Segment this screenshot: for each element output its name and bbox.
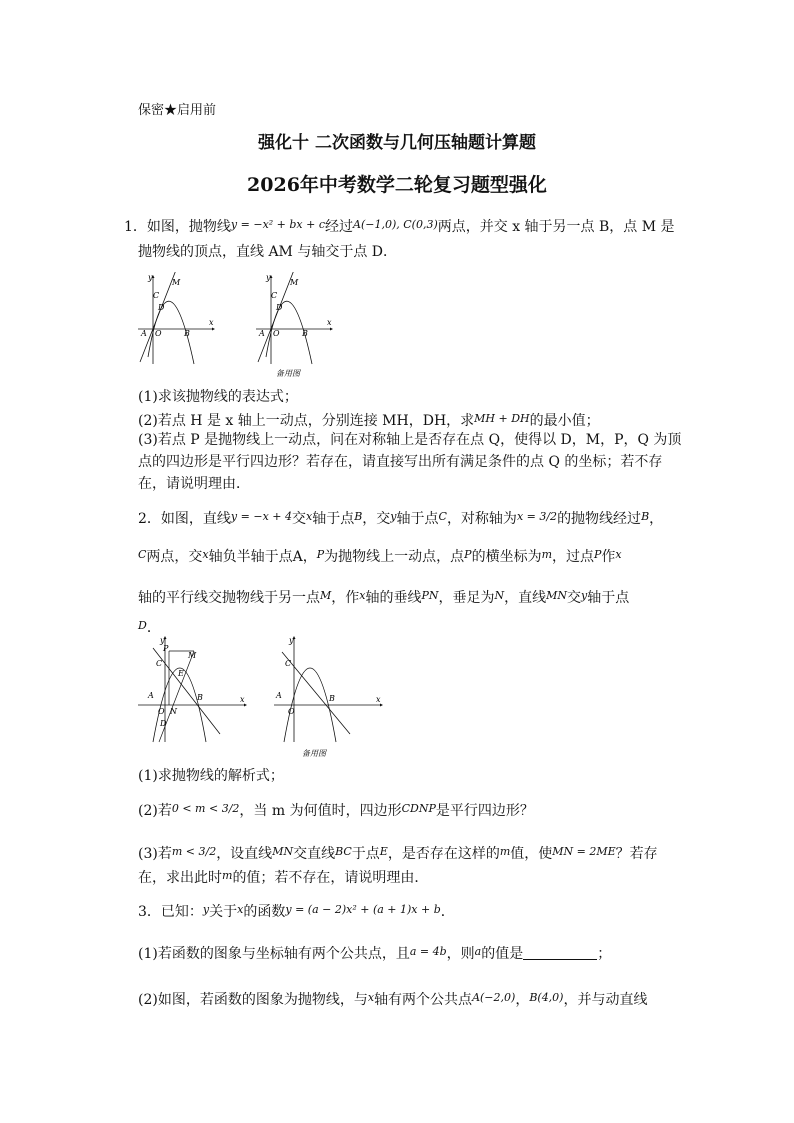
q1-part-3-line-2: 点的四边形是平行四边形？若存在，请直接写出所有满足条件的点 Q 的坐标；若不存 [138, 454, 663, 470]
q2-part-3-line-1: (3)若$^{m < 3/2}$，设直线$^{MN}$交直线$^{BC}$于点$^E$，是否存在这样的$^m$值，使$^{MN = 2ME}$？若存 [138, 845, 658, 862]
svg-text:B: B [197, 693, 203, 702]
svg-text:O: O [158, 707, 165, 716]
svg-text:x: x [376, 695, 381, 704]
q1-part-3-line-1: (3)若点 P 是抛物线上一动点，问在对称轴上是否存在点 Q，使得以 D，M，P，Q 为顶 [138, 432, 682, 448]
q2-figure-main [136, 634, 248, 748]
svg-text:M: M [290, 278, 299, 287]
q1-figure-main [136, 272, 216, 372]
svg-text:B: B [302, 329, 308, 338]
answer-blank[interactable] [523, 945, 597, 960]
svg-text:B: B [184, 329, 190, 338]
svg-text:y: y [160, 636, 165, 645]
confidential-label: 保密★启用前 [138, 103, 217, 118]
q2-part-1: (1)求抛物线的解析式； [138, 768, 284, 784]
q2-part-2: (2)若$^{0 < m < 3/2}$，当 m 为何值时，四边形$^{CDNP}$是平行四边形？ [138, 802, 534, 819]
svg-text:C: C [271, 291, 278, 300]
q3-part-2: (2)如图，若函数的图象为抛物线，与$^x$轴有两个公共点$^{A(-2,0)}$，$^{B(4,0)}$，并与动直线 [138, 991, 648, 1008]
q2-line-4: $^D$． [138, 619, 161, 636]
q1-part-3-line-3: 在，请说明理由． [138, 476, 250, 492]
svg-text:x: x [209, 318, 214, 327]
q2-line-2: $^C$两点，交$^x$轴负半轴于点A，$^P$为抛物线上一动点，点$^P$的横坐标为$^m$，过点$^P$作$^x$ [138, 548, 622, 565]
svg-text:D: D [276, 303, 283, 312]
svg-text:备用图: 备用图 [276, 369, 300, 378]
svg-text:D: D [160, 719, 167, 728]
svg-text:N: N [170, 707, 177, 716]
svg-text:A: A [148, 691, 154, 700]
document-subtitle: 2026年中考数学二轮复习题型强化 [247, 174, 547, 196]
svg-text:y: y [266, 273, 271, 282]
svg-text:y: y [148, 273, 153, 282]
svg-text:M: M [188, 651, 197, 660]
svg-text:A: A [259, 329, 265, 338]
q2-line-3: 轴的平行线交抛物线于另一点$^M$，作$^x$轴的垂线$^{PN}$，垂足为$^N$，直线$^{MN}$交$^y$轴于点 [138, 589, 630, 606]
svg-text:M: M [172, 278, 181, 287]
svg-text:C: C [153, 291, 160, 300]
svg-text:y: y [289, 636, 294, 645]
svg-text:O: O [288, 707, 295, 716]
q2-line-1: 2．如图，直线$^{y = -x + 4}$交$^x$轴于点$^B$，交$^y$轴于点$^C$，对称轴为$^{x = 3/2}$的抛物线经过$^B$， [138, 510, 664, 527]
svg-text:O: O [273, 329, 280, 338]
q1-part-1: (1)求该抛物线的表达式； [138, 389, 298, 405]
svg-text:E: E [178, 669, 184, 678]
svg-text:A: A [276, 691, 282, 700]
svg-text:B: B [329, 694, 335, 703]
q2-part-3-line-2: 在，求出此时$^m$的值；若不存在，请说明理由． [138, 869, 429, 886]
svg-text:D: D [158, 303, 165, 312]
svg-text:A: A [141, 329, 147, 338]
q1-line-1: 1．如图，抛物线$^{y = -x^2 + bx + c}$经过$^{A(-1,0), C(0,3)}$两点，并交 x 轴于另一点 B，点 M 是 [124, 218, 675, 235]
q1-line-2: 抛物线的顶点，直线 AM 与轴交于点 D． [138, 244, 398, 260]
svg-text:备用图: 备用图 [302, 749, 326, 758]
q1-part-2: (2)若点 H 是 x 轴上一动点，分别连接 MH，DH，求$^{MH + DH}$的最小值； [138, 412, 600, 429]
svg-text:C: C [156, 659, 163, 668]
q2-figure-backup [272, 634, 384, 764]
q3-part-1: (1)若函数的图象与坐标轴有两个公共点，且$^{a = 4b}$，则$^a$的值是 ； [138, 945, 612, 962]
q1-figure-backup [254, 272, 334, 384]
svg-text:O: O [155, 329, 162, 338]
q3-line-1: 3．已知：$^y$关于$^x$的函数$^{y = (a - 2)x^2 + (a + 1)x + b}$． [138, 903, 455, 920]
document-title: 强化十 二次函数与几何压轴题计算题 [258, 133, 536, 153]
svg-text:x: x [327, 318, 332, 327]
svg-text:x: x [240, 695, 245, 704]
svg-text:P: P [163, 644, 169, 653]
svg-text:C: C [285, 659, 292, 668]
